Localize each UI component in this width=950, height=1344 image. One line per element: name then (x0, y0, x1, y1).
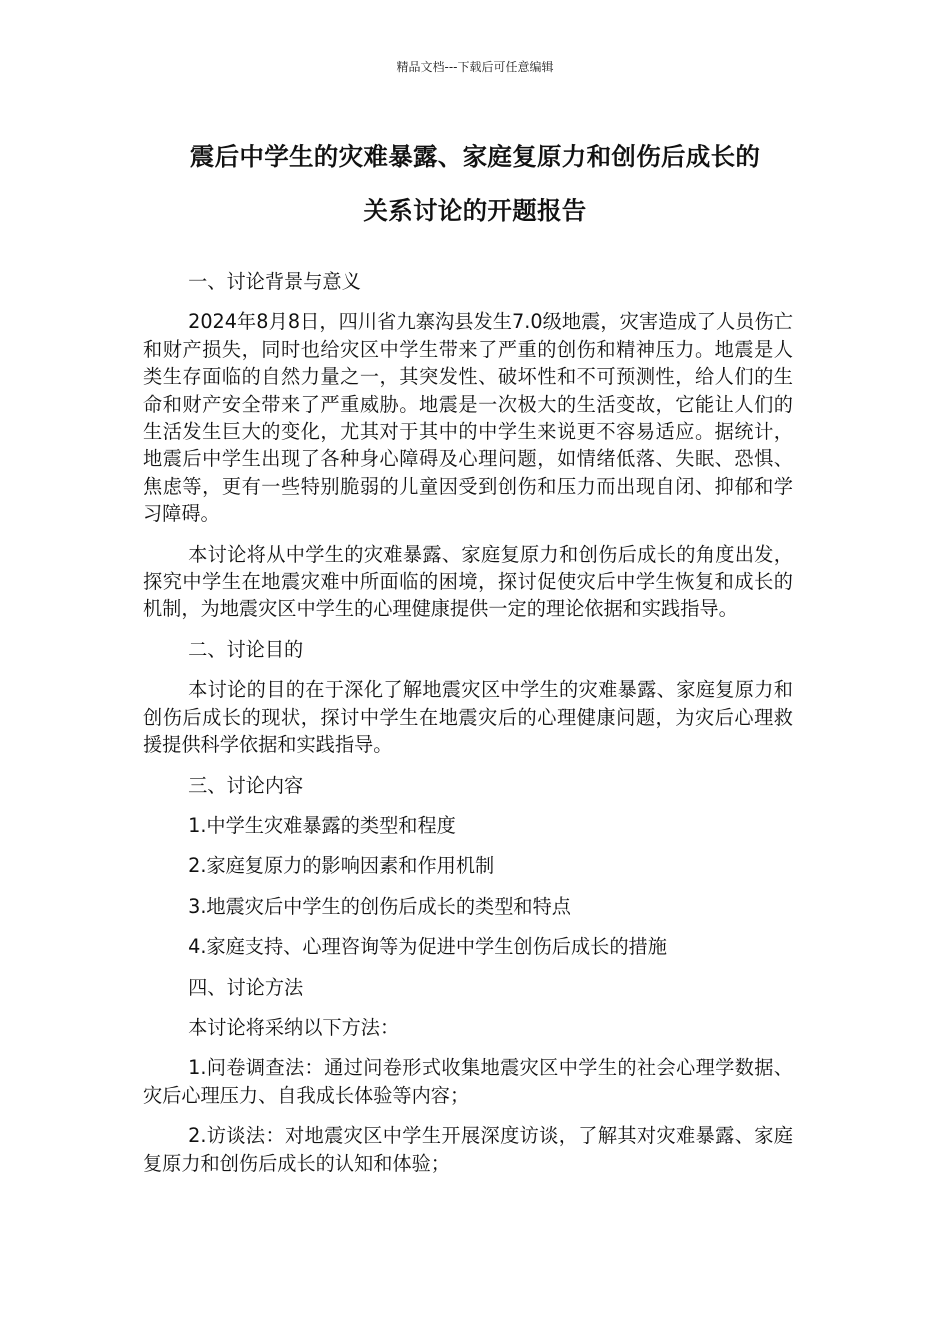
list-item: 4.家庭支持、心理咨询等为促进中学生创伤后成长的措施 (188, 935, 667, 959)
document-body (143, 268, 793, 1190)
document-title-line-1: 震后中学生的灾难暴露、家庭复原力和创伤后成长的 (189, 142, 761, 171)
paragraph-background: 2024年8月8日，四川省九寨沟县发生7.0级地震，灾害造成了人员伤亡和财产损失，同时也给灾区中学生带来了严重的创伤和精神压力。地震是人类生存面临的自然力量之一，其突发性、破坏性和不可预测性，给人们的生命和财产安全带来了严重威胁。地震是一次极大的生活变故，它能让人们的生活发生巨大的变化，尤其对于其中的中学生来说更不容易适应。据统计，地震后中学生出现了各种身心障碍及心理问题，如情绪低落、失眠、恐惧、焦虑等，更有一些特别脆弱的儿童因受到创伤和压力而出现自闭、抑郁和学习障碍。 (143, 310, 793, 526)
section-heading-content: 三、讨论内容 (188, 773, 304, 797)
list-item: 3.地震灾后中学生的创伤后成长的类型和特点 (188, 894, 571, 918)
list-item: 1.问卷调查法：通过问卷形式收集地震灾区中学生的社会心理学数据、灾后心理压力、自我成长体验等内容； (143, 1056, 793, 1107)
list-item: 1.中学生灾难暴露的类型和程度 (188, 813, 456, 837)
list-item: 2.访谈法：对地震灾区中学生开展深度访谈，了解其对灾难暴露、家庭复原力和创伤后成长的认知和体验； (143, 1124, 793, 1175)
paragraph-purpose: 本讨论的目的在于深化了解地震灾区中学生的灾难暴露、家庭复原力和创伤后成长的现状，探讨中学生在地震灾后的心理健康问题，为灾后心理救援提供科学依据和实践指导。 (143, 678, 793, 757)
document-title-line-2: 关系讨论的开题报告 (363, 196, 587, 225)
section-heading-method: 四、讨论方法 (188, 975, 304, 999)
page-header-note: 精品文档---下载后可任意编辑 (396, 60, 554, 74)
paragraph-method-intro: 本讨论将采纳以下方法： (188, 1015, 400, 1039)
section-heading-background: 一、讨论背景与意义 (188, 270, 361, 293)
section-heading-purpose: 二、讨论目的 (188, 637, 304, 661)
paragraph-significance: 本讨论将从中学生的灾难暴露、家庭复原力和创伤后成长的角度出发，探究中学生在地震灾难中所面临的困境，探讨促使灾后中学生恢复和成长的机制，为地震灾区中学生的心理健康提供一定的理论依据和实践指导。 (143, 542, 793, 621)
list-item: 2.家庭复原力的影响因素和作用机制 (188, 854, 495, 878)
